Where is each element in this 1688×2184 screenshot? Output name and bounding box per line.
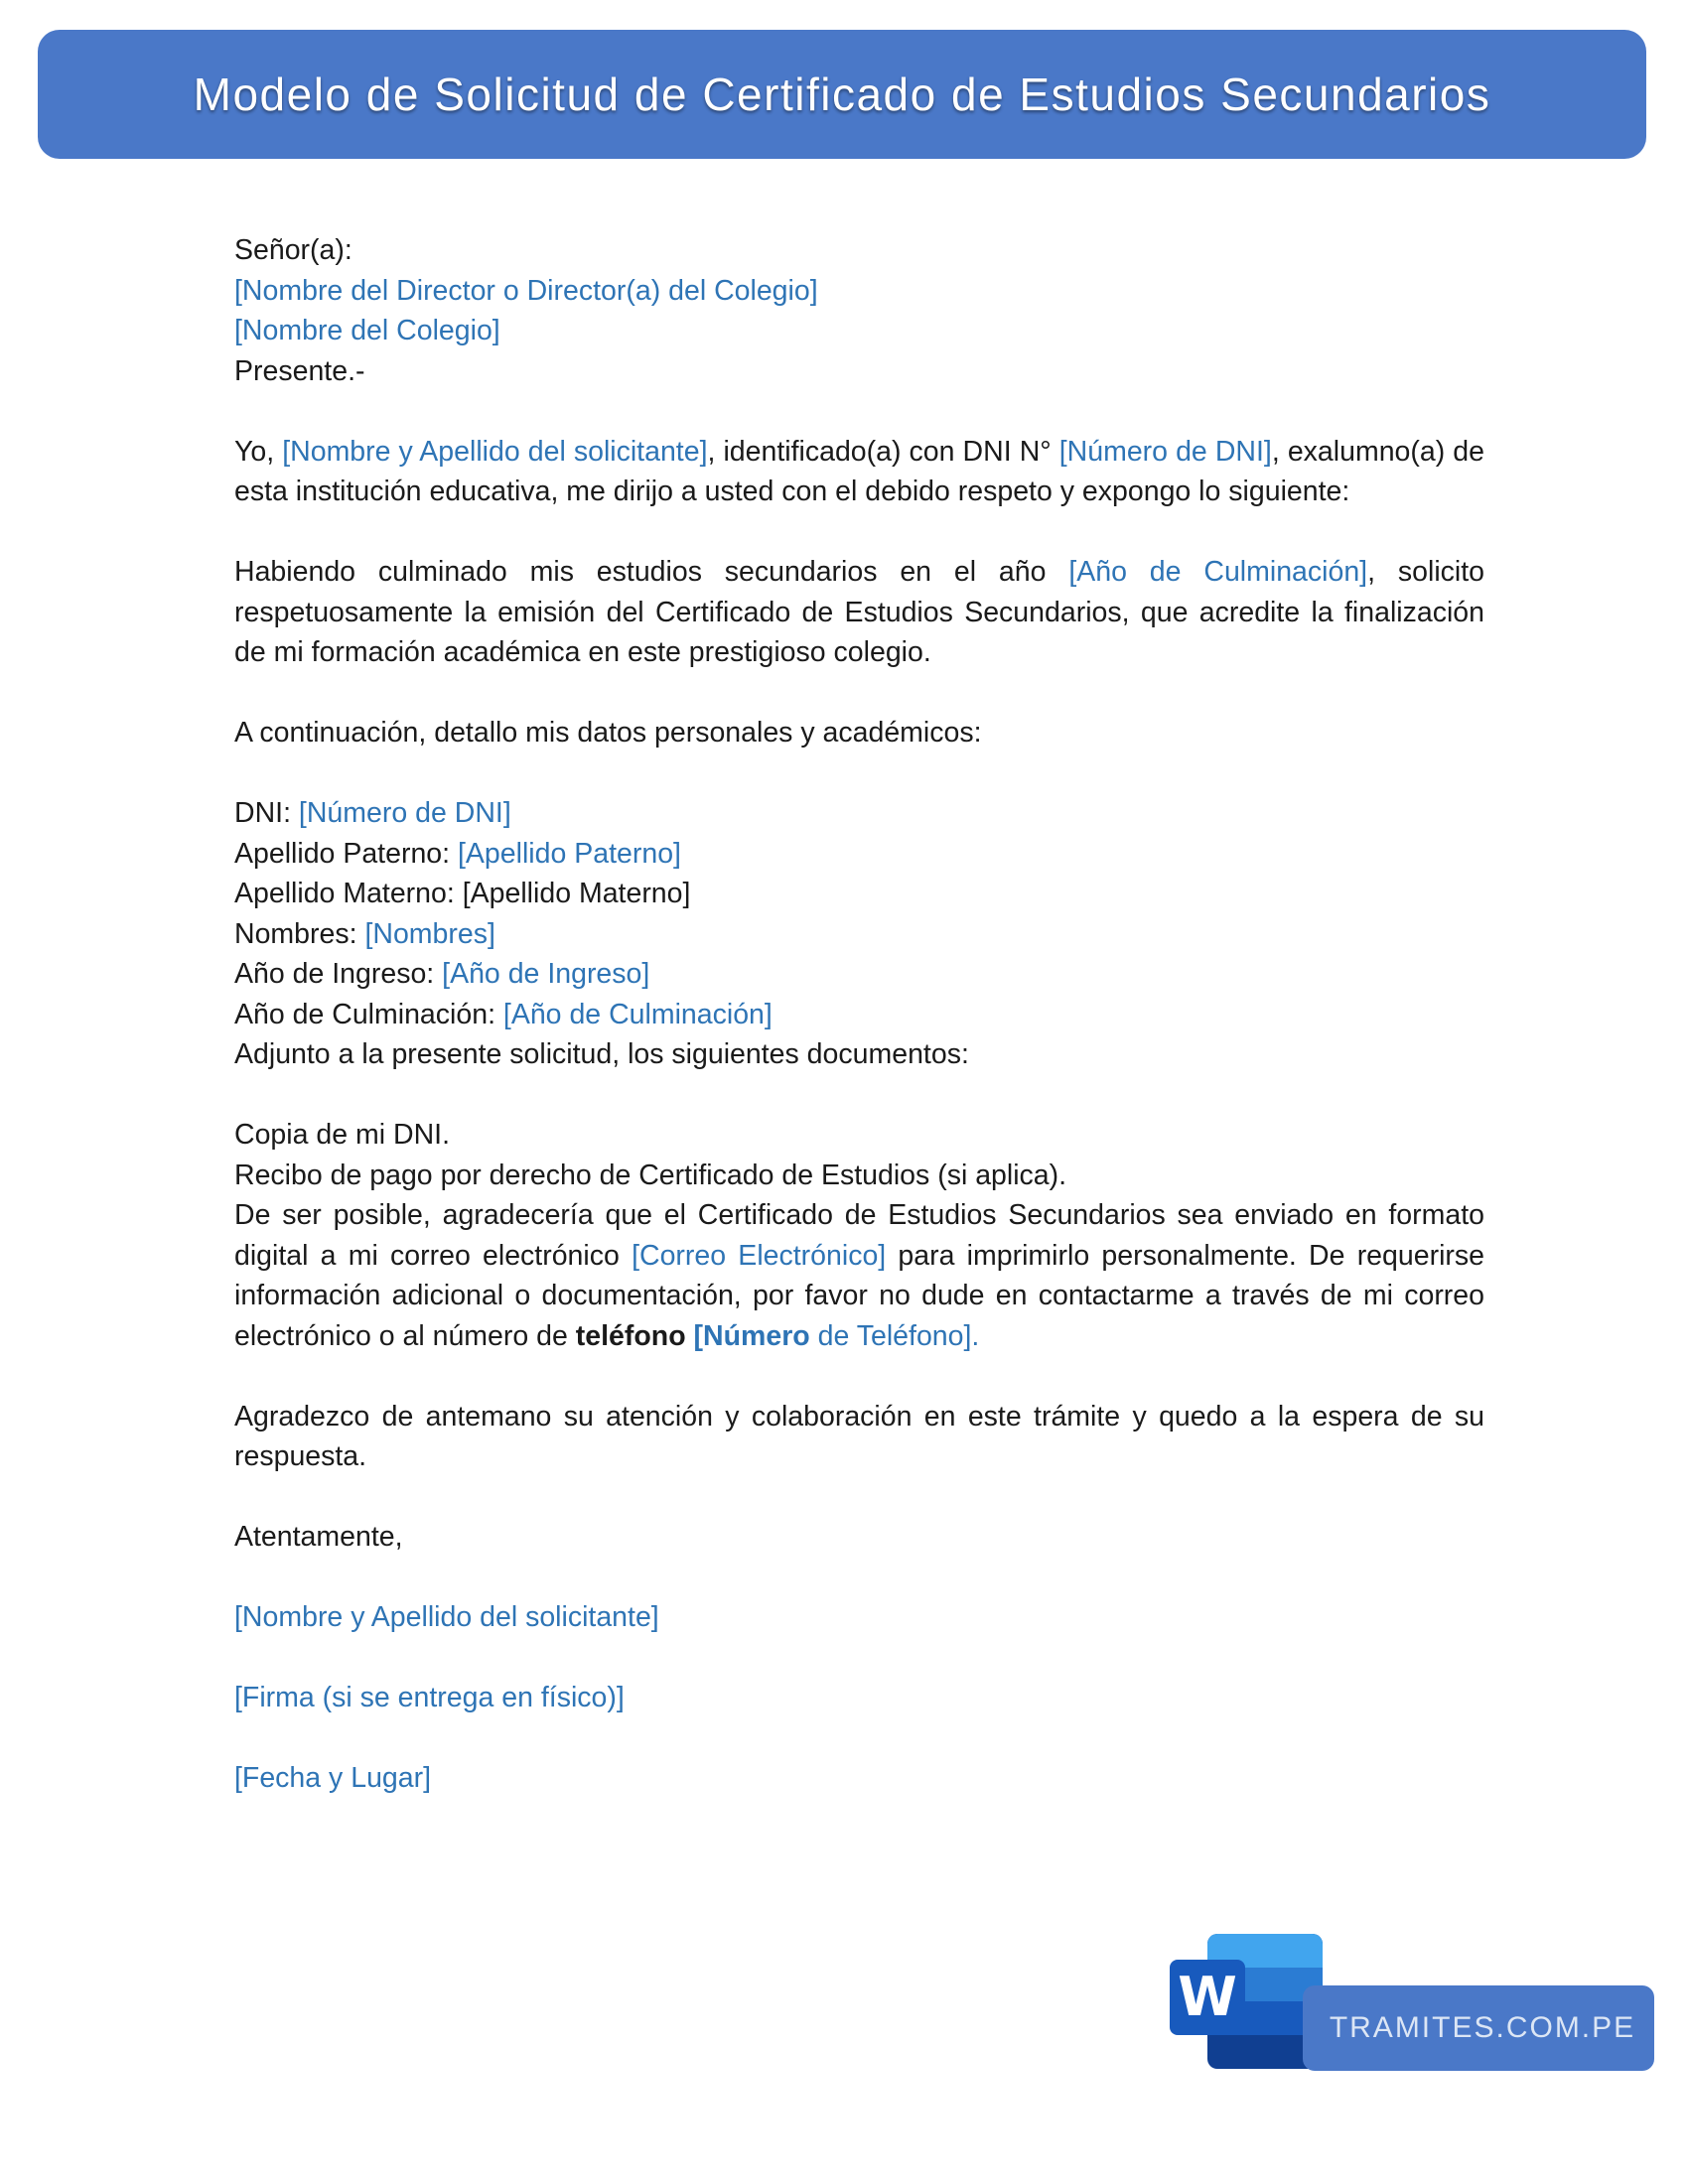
delivery-bold-text: teléfono bbox=[575, 1319, 686, 1352]
intro-paragraph bbox=[234, 432, 1484, 512]
field-ano-ingreso bbox=[234, 954, 1484, 995]
field-value: [Apellido Materno] bbox=[462, 878, 691, 909]
presente-line: Presente.- bbox=[234, 354, 365, 387]
delivery-paragraph bbox=[234, 1195, 1484, 1356]
phone-placeholder: [Número bbox=[693, 1319, 810, 1352]
field-label: DNI: bbox=[234, 797, 299, 829]
phone-placeholder: de Teléfono]. bbox=[809, 1319, 980, 1352]
school-placeholder: [Nombre del Colegio] bbox=[234, 315, 500, 346]
closing: Atentamente, bbox=[234, 1521, 403, 1553]
salutation: Señor(a): bbox=[234, 234, 352, 266]
field-label: Apellido Paterno: bbox=[234, 837, 458, 870]
brand-site: TRAMITES.COM.PE bbox=[1329, 2011, 1636, 2044]
email-placeholder: [Correo Electrónico] bbox=[632, 1239, 887, 1272]
request-paragraph bbox=[234, 552, 1484, 673]
field-value: [Año de Culminación] bbox=[502, 998, 773, 1030]
thanks-paragraph: Agradezco de antemano su atención y colaboración en este trámite y quedo a la espera de su respuesta. bbox=[234, 1400, 1484, 1472]
request-text: , solicito respetuosamente la emisión del Certificado de Estudios Secundarios, que acredite la finalización de mi formación académica en este prestigioso colegio. bbox=[234, 556, 1484, 668]
field-value: [Año de Ingreso] bbox=[442, 958, 650, 990]
signature-placeholder: [Firma (si se entrega en físico)] bbox=[234, 1682, 625, 1713]
date-place-placeholder: [Fecha y Lugar] bbox=[234, 1762, 432, 1794]
field-value: [Nombres] bbox=[364, 917, 495, 950]
delivery-text: para imprimirlo personalmente. De requerirse información adicional o documentación, por favor no dude en contactarme a través de mi correo electrónico o al número de bbox=[234, 1239, 1484, 1352]
details-intro: A continuación, detallo mis datos personales y académicos: bbox=[234, 717, 982, 749]
field-value: [Número de DNI] bbox=[298, 797, 511, 829]
field-apellido-materno bbox=[234, 874, 1484, 914]
field-label: Apellido Materno: bbox=[234, 878, 463, 909]
signature-name-placeholder: [Nombre y Apellido del solicitante] bbox=[234, 1601, 659, 1633]
field-dni bbox=[234, 793, 1484, 834]
word-logo-letter: W bbox=[1178, 1966, 1237, 2028]
field-label: Año de Ingreso: bbox=[234, 958, 443, 990]
attachments-intro: Adjunto a la presente solicitud, los siguientes documentos: bbox=[234, 1038, 969, 1070]
applicant-name-placeholder: [Nombre y Apellido del solicitante] bbox=[282, 435, 708, 468]
field-label: Año de Culminación: bbox=[234, 998, 503, 1030]
microsoft-word-icon bbox=[1170, 1934, 1325, 2069]
request-text: Habiendo culminado mis estudios secundarios en el año bbox=[234, 556, 1069, 588]
header-banner bbox=[38, 30, 1646, 159]
intro-text: Yo, bbox=[234, 435, 283, 468]
page-title: Modelo de Solicitud de Certificado de Estudios Secundarios bbox=[193, 68, 1491, 120]
field-apellido-paterno bbox=[234, 834, 1484, 875]
letter-body bbox=[234, 230, 1484, 1799]
intro-text: , identificado(a) con DNI N° bbox=[707, 435, 1059, 468]
delivery-text: De ser posible, agradecería que el Certificado de Estudios Secundarios sea enviado en formato digital a mi correo electrónico bbox=[234, 1199, 1484, 1272]
field-label: Nombres: bbox=[234, 917, 365, 950]
brand-badge bbox=[1303, 1985, 1654, 2071]
field-nombres bbox=[234, 914, 1484, 955]
graduation-year-placeholder: [Año de Culminación] bbox=[1068, 556, 1368, 588]
dni-placeholder: [Número de DNI] bbox=[1058, 435, 1272, 468]
attachment-item: Copia de mi DNI. bbox=[234, 1119, 450, 1151]
field-ano-culminacion bbox=[234, 995, 1484, 1035]
field-value: [Apellido Paterno] bbox=[457, 837, 681, 870]
attachment-item: Recibo de pago por derecho de Certificado de Estudios (si aplica). bbox=[234, 1159, 1067, 1191]
director-placeholder: [Nombre del Director o Director(a) del Colegio] bbox=[234, 274, 818, 307]
delivery-text bbox=[686, 1320, 694, 1352]
intro-text: , exalumno(a) de esta institución educativa, me dirijo a usted con el debido respeto y expongo lo siguiente: bbox=[234, 435, 1484, 507]
